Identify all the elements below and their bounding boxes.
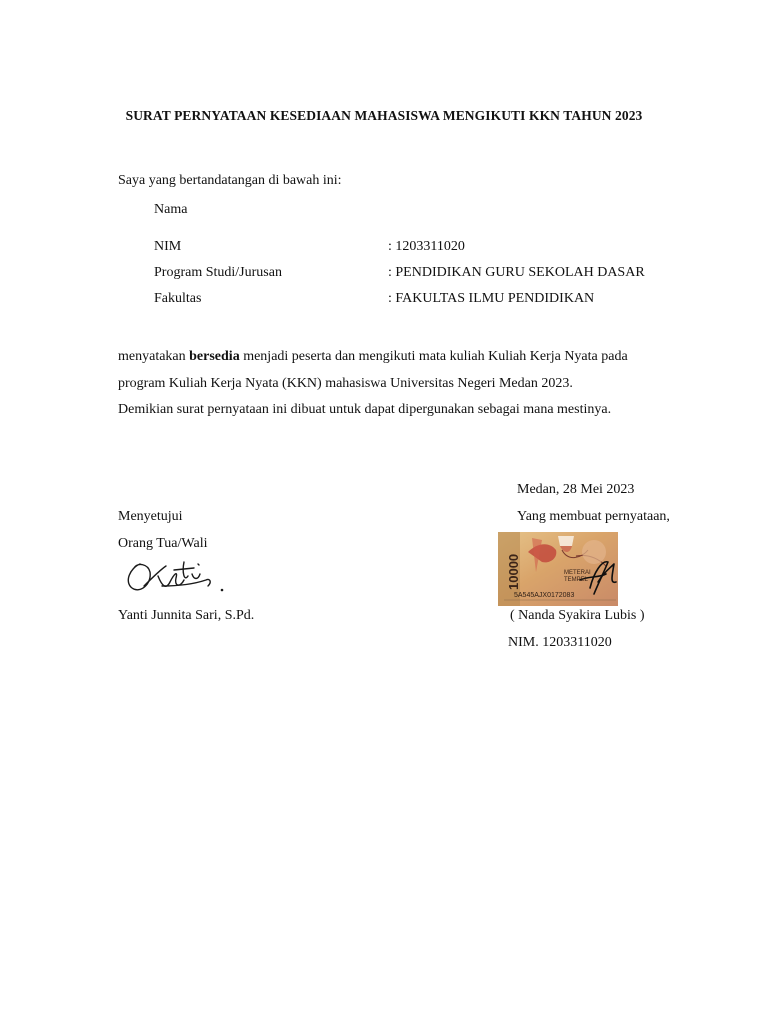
statement-text-b: menjadi peserta dan mengikuti mata kuliah Kuliah Kerja Nyata pada: [239, 349, 628, 364]
field-label-fakultas: Fakultas: [154, 291, 202, 306]
guardian-signature: [122, 556, 232, 598]
field-value-nim: : 1203311020: [388, 239, 465, 254]
statement-line-3: Demikian surat pernyataan ini dibuat untuk dapat dipergunakan sebagai mana mestinya.: [118, 402, 612, 417]
place-date: Medan, 28 Mei 2023: [517, 482, 635, 497]
field-value-fakultas: : FAKULTAS ILMU PENDIDIKAN: [388, 291, 595, 306]
left-role: Orang Tua/Wali: [118, 536, 208, 551]
right-name: ( Nanda Syakira Lubis ): [510, 608, 645, 623]
meterai-stamp: [498, 532, 618, 606]
field-value-prodi: : PENDIDIKAN GURU SEKOLAH DASAR: [388, 265, 645, 280]
right-nim: NIM. 1203311020: [508, 635, 612, 650]
left-heading: Menyetujui: [118, 509, 183, 524]
field-label-nama: Nama: [154, 202, 188, 217]
stamp-denomination: 10000: [506, 553, 521, 590]
left-name: Yanti Junnita Sari, S.Pd.: [118, 608, 255, 623]
stamp-label: METERAI TEMPEL: [564, 570, 591, 583]
letter-title: SURAT PERNYATAAN KESEDIAAN MAHASISWA MENGIKUTI KKN TAHUN 2023: [125, 108, 643, 123]
intro-text: Saya yang bertandatangan di bawah ini:: [118, 173, 342, 188]
statement-line-1: [118, 349, 628, 365]
field-label-nim: NIM: [154, 239, 182, 254]
statement-line-2: program Kuliah Kerja Nyata (KKN) mahasiswa Universitas Negeri Medan 2023.: [118, 376, 573, 391]
statement-text-a: menyatakan: [118, 349, 190, 364]
stamp-serial: 5A545AJX0172083: [514, 592, 575, 599]
field-label-prodi: Program Studi/Jurusan: [154, 265, 282, 280]
statement-bold-word: bersedia: [189, 349, 240, 364]
right-heading: Yang membuat pernyataan,: [517, 509, 670, 524]
